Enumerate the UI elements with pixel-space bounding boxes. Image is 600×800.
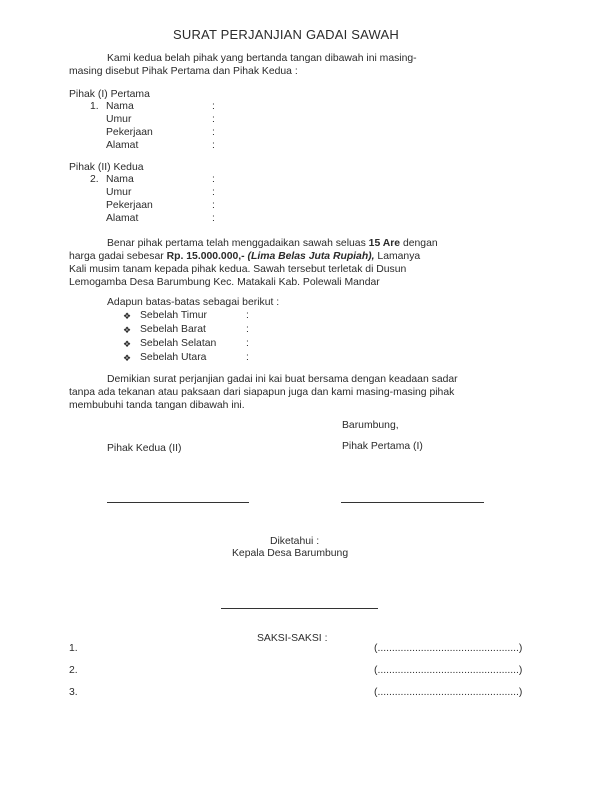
document-title: SURAT PERJANJIAN GADAI SAWAH bbox=[173, 27, 399, 42]
party1-colon-age: : bbox=[212, 114, 215, 125]
witness-2-signature: (.................................................) bbox=[374, 665, 523, 676]
price-value: Rp. 15.000.000,- bbox=[166, 251, 245, 262]
boundary-east: Sebelah Timur bbox=[140, 310, 207, 321]
witness-3-signature: (.................................................) bbox=[374, 687, 523, 698]
party2-heading: Pihak (II) Kedua bbox=[69, 162, 144, 173]
party1-signature-line bbox=[341, 502, 484, 503]
party1-signature-label: Pihak Pertama (I) bbox=[342, 441, 423, 452]
party2-colon-name: : bbox=[212, 174, 215, 185]
boundary-east-colon: : bbox=[246, 310, 249, 321]
village-head-title: Kepala Desa Barumbung bbox=[232, 548, 349, 559]
party2-colon-job: : bbox=[212, 200, 215, 211]
party1-field-name: Nama bbox=[106, 101, 134, 112]
party1-colon-name: : bbox=[212, 101, 215, 112]
agreement-line-1-text: Benar pihak pertama telah menggadaikan sawah seluas bbox=[107, 238, 369, 249]
bullet-icon: ❖ bbox=[123, 353, 132, 363]
boundary-north-colon: : bbox=[246, 352, 249, 363]
party1-colon-address: : bbox=[212, 140, 215, 151]
party1-colon-job: : bbox=[212, 127, 215, 138]
agreement-line-2-end: Lamanya bbox=[374, 251, 421, 262]
boundaries-heading: Adapun batas-batas sebagai berikut : bbox=[107, 297, 280, 308]
witness-1-signature: (.................................................) bbox=[374, 643, 523, 654]
intro-line-2: masing disebut Pihak Pertama dan Pihak Kedua : bbox=[69, 66, 298, 77]
witnesses-heading: SAKSI-SAKSI : bbox=[257, 633, 328, 644]
signature-place: Barumbung, bbox=[342, 420, 399, 431]
boundary-south-colon: : bbox=[246, 338, 249, 349]
party2-field-address: Alamat bbox=[106, 213, 139, 224]
witness-2-number: 2. bbox=[69, 665, 78, 676]
agreement-line-1 bbox=[107, 237, 438, 250]
party2-colon-age: : bbox=[212, 187, 215, 198]
party2-number: 2. bbox=[90, 174, 99, 185]
agreement-line-2 bbox=[69, 250, 420, 263]
agreement-line-3: Kali musim tanam kepada pihak kedua. Sawah tersebut terletak di Dusun bbox=[69, 264, 407, 275]
party2-signature-label: Pihak Kedua (II) bbox=[107, 443, 182, 454]
acknowledged-label: Diketahui : bbox=[270, 536, 320, 547]
closing-line-3: membubuhi tanda tangan dibawah ini. bbox=[69, 400, 245, 411]
party1-field-age: Umur bbox=[106, 114, 132, 125]
party1-heading: Pihak (I) Pertama bbox=[69, 89, 150, 100]
village-head-signature-line bbox=[221, 608, 378, 609]
party2-field-age: Umur bbox=[106, 187, 132, 198]
boundary-west: Sebelah Barat bbox=[140, 324, 206, 335]
party2-colon-address: : bbox=[212, 213, 215, 224]
party1-field-address: Alamat bbox=[106, 140, 139, 151]
party2-field-name: Nama bbox=[106, 174, 134, 185]
closing-line-1: Demikian surat perjanjian gadai ini kai buat bersama dengan keadaan sadar bbox=[107, 374, 458, 385]
bullet-icon: ❖ bbox=[123, 311, 132, 321]
intro-line-1: Kami kedua belah pihak yang bertanda tangan dibawah ini masing- bbox=[107, 53, 417, 64]
witness-3-number: 3. bbox=[69, 687, 78, 698]
price-in-words: (Lima Belas Juta Rupiah), bbox=[244, 251, 375, 262]
agreement-line-1-end: dengan bbox=[400, 238, 438, 249]
boundary-south: Sebelah Selatan bbox=[140, 338, 217, 349]
party1-number: 1. bbox=[90, 101, 99, 112]
boundary-north: Sebelah Utara bbox=[140, 352, 207, 363]
bullet-icon: ❖ bbox=[123, 339, 132, 349]
party2-signature-line bbox=[107, 502, 249, 503]
boundary-west-colon: : bbox=[246, 324, 249, 335]
agreement-line-4: Lemogamba Desa Barumbung Kec. Matakali Kab. Polewali Mandar bbox=[69, 277, 380, 288]
party2-field-job: Pekerjaan bbox=[106, 200, 153, 211]
witness-1-number: 1. bbox=[69, 643, 78, 654]
party1-field-job: Pekerjaan bbox=[106, 127, 153, 138]
agreement-line-2-text: harga gadai sebesar bbox=[69, 251, 167, 262]
bullet-icon: ❖ bbox=[123, 325, 132, 335]
closing-line-2: tanpa ada tekanan atau paksaan dari siapapun juga dan kami masing-masing pihak bbox=[69, 387, 455, 398]
area-value: 15 Are bbox=[368, 238, 401, 249]
